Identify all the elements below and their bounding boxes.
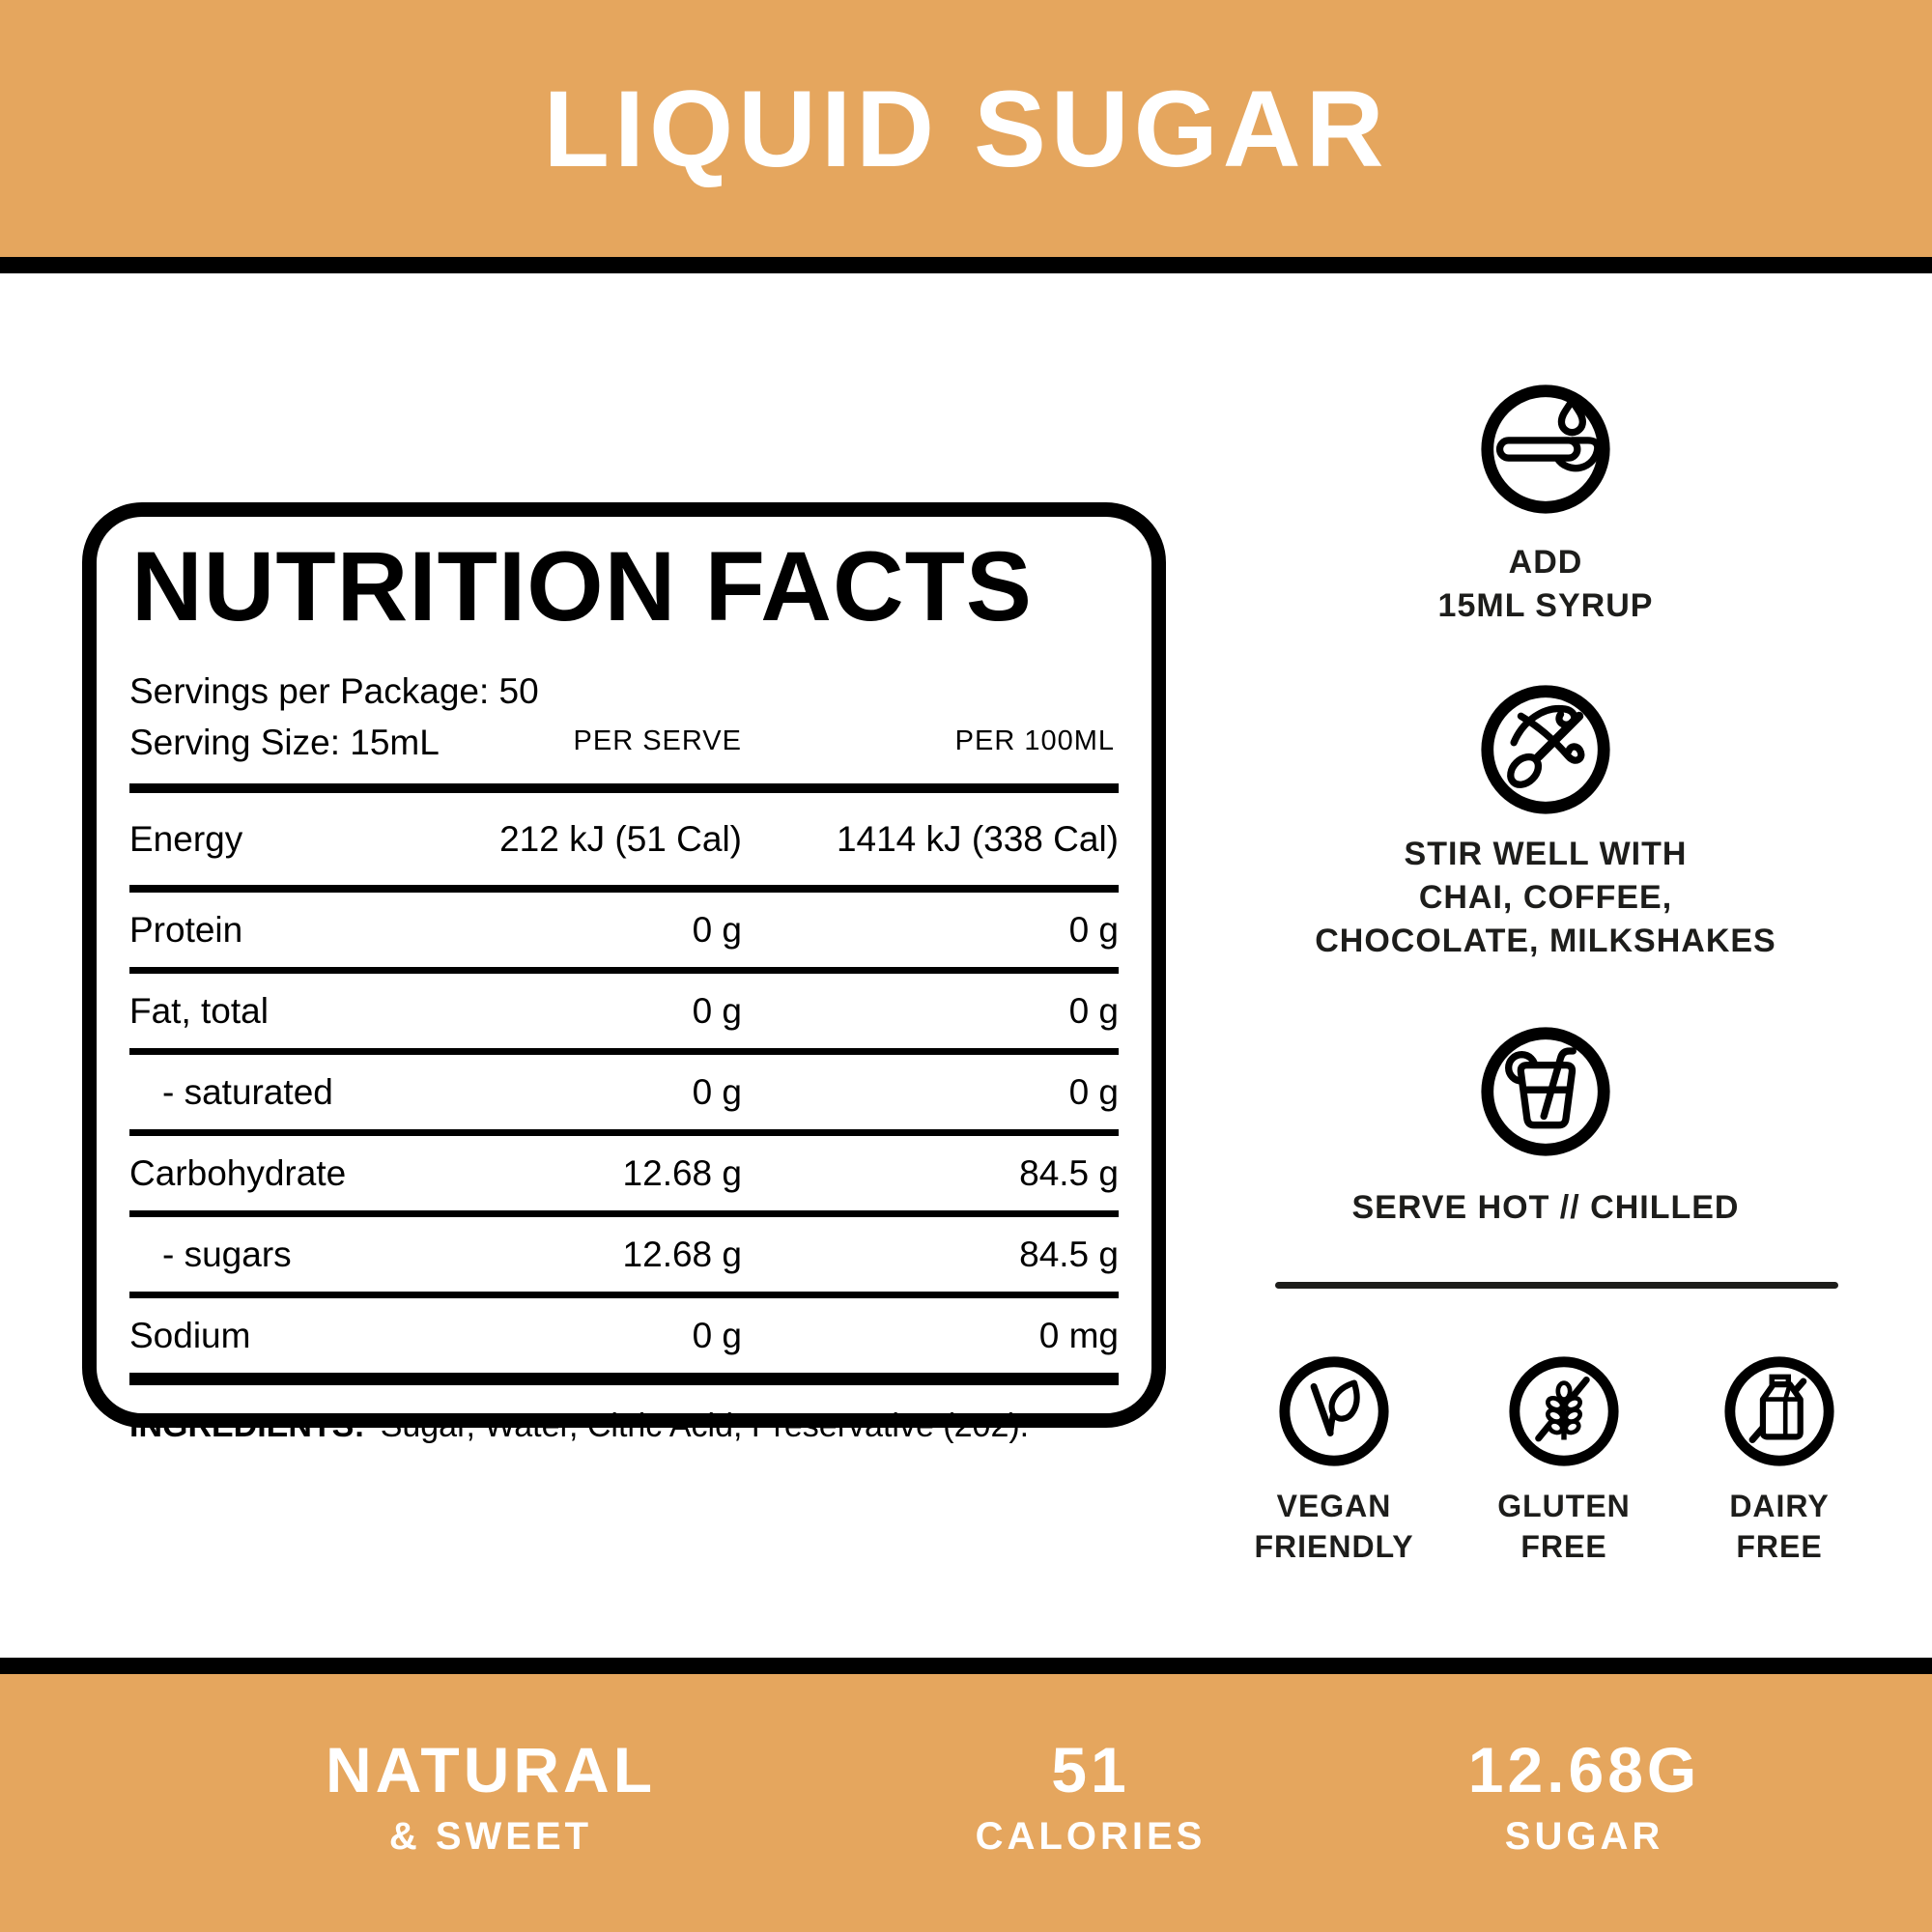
usage-line: ADD [1508,544,1583,581]
servings-per-package-label: Servings per Package: [129,671,490,711]
badge-line: FREE [1520,1529,1607,1564]
serving-size-label: Serving Size: [129,723,340,762]
nutrition-facts-title: NUTRITION FACTS [131,531,1033,641]
stat-big: NATURAL [325,1734,657,1805]
no-dairy-carton-icon [1719,1351,1839,1471]
stat-small: SUGAR [1504,1815,1664,1858]
row-label: Fat, total [129,990,269,1031]
ingredients-separator [129,1373,1119,1385]
usage-badges-divider [1275,1282,1838,1289]
row-label: Energy [129,818,243,859]
row-per-100ml: 1414 kJ (338 Cal) [836,818,1119,859]
gluten-free-label [1448,1486,1680,1567]
usage-stir-label [1236,833,1855,963]
row-label: - saturated [162,1071,333,1112]
bottom-divider-stripe [0,1658,1932,1674]
dairy-free-label [1663,1486,1895,1567]
column-header-per-serve: PER SERVE [573,725,742,756]
stat-natural [298,1734,684,1861]
stat-big: 51 [1051,1734,1130,1805]
serving-size-value: 15mL [350,723,440,762]
badge-line: FRIENDLY [1254,1529,1414,1564]
badge-line: GLUTEN [1497,1489,1631,1523]
header-separator [129,783,1119,793]
row-per-100ml: 84.5 g [1019,1152,1119,1193]
usage-line: STIR WELL WITH [1404,836,1688,872]
serving-size-row [129,720,1119,772]
table-row-sugars [129,1217,1119,1298]
spoon-drop-icon [1475,379,1616,520]
ingredients-label: INGREDIENTS: [129,1406,365,1444]
table-row-saturated [129,1055,1119,1136]
nutrition-facts-panel [82,502,1166,1444]
servings-per-package-value: 50 [498,671,539,711]
usage-line: SERVE HOT // CHILLED [1351,1189,1740,1226]
table-row-sodium [129,1298,1119,1373]
usage-line: 15ML SYRUP [1437,587,1654,624]
row-label: - sugars [162,1234,292,1274]
stir-spoon-icon [1475,679,1616,820]
badge-line: DAIRY [1729,1489,1830,1523]
usage-add-syrup-label [1236,541,1855,628]
row-per-100ml: 84.5 g [1019,1234,1119,1274]
row-per-serve: 0 g [692,1315,742,1355]
stat-calories [897,1734,1284,1861]
glass-straw-icon [1475,1021,1616,1162]
usage-line: CHAI, COFFEE, [1418,879,1673,916]
row-per-serve: 0 g [692,909,742,950]
ingredients-value: Sugar, Water, Citric Acid, Preservative (202). [380,1406,1030,1444]
table-row-protein [129,893,1119,974]
stat-small: CALORIES [975,1815,1207,1858]
row-per-100ml: 0 g [1068,1071,1119,1112]
bottom-banner [0,1674,1932,1932]
ingredients-row [129,1385,1119,1466]
row-label: Protein [129,909,243,950]
no-gluten-wheat-icon [1504,1351,1624,1471]
column-header-per-100ml: PER 100ML [954,725,1115,756]
vegan-leaf-icon [1274,1351,1394,1471]
row-per-100ml: 0 g [1068,909,1119,950]
top-banner [0,0,1932,257]
vegan-friendly-label [1218,1486,1450,1567]
badge-line: FREE [1736,1529,1823,1564]
row-per-serve: 212 kJ (51 Cal) [499,818,742,859]
product-title: LIQUID SUGAR [543,68,1389,189]
badge-line: VEGAN [1276,1489,1392,1523]
table-row-carbohydrate [129,1136,1119,1217]
usage-line: CHOCOLATE, MILKSHAKES [1315,923,1776,959]
table-row-fat [129,974,1119,1055]
usage-serve-label [1236,1186,1855,1230]
row-per-100ml: 0 mg [1038,1315,1119,1355]
stat-sugar [1391,1734,1777,1861]
row-per-100ml: 0 g [1068,990,1119,1031]
row-per-serve: 12.68 g [622,1152,742,1193]
row-label: Carbohydrate [129,1152,347,1193]
table-row-energy [129,793,1119,893]
row-per-serve: 0 g [692,990,742,1031]
top-divider-stripe [0,257,1932,273]
row-per-serve: 12.68 g [622,1234,742,1274]
stat-big: 12.68G [1467,1734,1701,1805]
row-label: Sodium [129,1315,251,1355]
servings-per-package [129,669,1119,714]
stat-small: & SWEET [388,1815,593,1858]
row-per-serve: 0 g [692,1071,742,1112]
